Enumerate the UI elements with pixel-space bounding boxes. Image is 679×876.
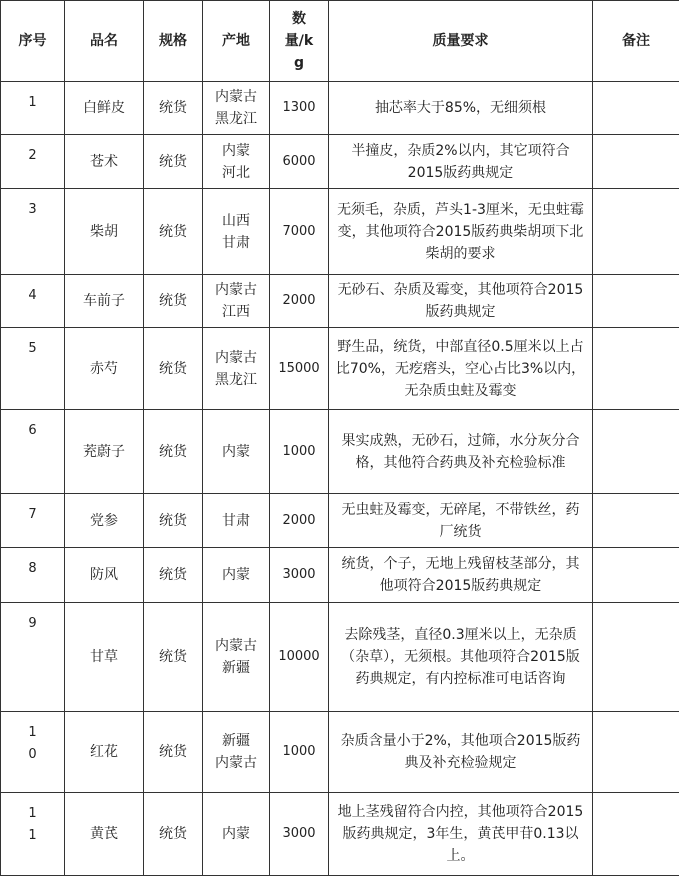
cell-name: 甘草 [65,603,144,712]
cell-name: 赤芍 [65,328,144,410]
cell-qty: 10000 [270,603,329,712]
cell-spec: 统货 [144,275,203,328]
cell-spec: 统货 [144,189,203,275]
cell-name: 黄芪 [65,793,144,876]
cell-remark [593,135,679,189]
cell-no [1,494,65,548]
cell-remark [593,82,679,135]
header-qty [270,1,329,82]
cell-no [1,712,65,793]
table-row [1,275,679,328]
cell-no [1,603,65,712]
cell-qty: 2000 [270,494,329,548]
header-row [1,1,679,82]
cell-remark [593,793,679,876]
cell-qty: 1300 [270,82,329,135]
cell-origin-line: 甘肃 [205,510,267,532]
cell-origin-line: 内蒙 [205,140,267,162]
header-remark: 备注 [593,1,679,82]
cell-origin [203,548,270,603]
cell-spec: 统货 [144,410,203,494]
cell-origin [203,82,270,135]
cell-no [1,135,65,189]
cell-origin-line: 山西 [205,210,267,232]
cell-spec: 统货 [144,793,203,876]
cell-no-line: 5 [3,338,62,360]
cell-origin-line: 内蒙古 [205,279,267,301]
cell-origin-line: 江西 [205,301,267,323]
header-origin: 产地 [203,1,270,82]
cell-spec: 统货 [144,135,203,189]
cell-name: 车前子 [65,275,144,328]
cell-spec: 统货 [144,548,203,603]
table-row [1,494,679,548]
cell-remark [593,328,679,410]
cell-qty: 3000 [270,548,329,603]
cell-requirement: 无须毛，杂质，芦头1-3厘米，无虫蛀霉变，其他项符合2015版药典柴胡项下北柴胡的要求 [329,189,593,275]
cell-origin [203,793,270,876]
cell-spec: 统货 [144,494,203,548]
cell-origin-line: 内蒙古 [205,752,267,774]
cell-no [1,793,65,876]
cell-spec: 统货 [144,603,203,712]
cell-name: 白鲜皮 [65,82,144,135]
cell-no-line: 1 [3,825,62,847]
cell-no-line: 1 [3,92,62,114]
header-qty-line: 数 [272,8,326,30]
cell-origin-line: 黑龙江 [205,108,267,130]
cell-no [1,189,65,275]
cell-origin [203,189,270,275]
cell-origin-line: 内蒙 [205,823,267,845]
cell-no [1,410,65,494]
cell-requirement: 地上茎残留符合内控，其他项符合2015版药典规定，3年生，黄芪甲苷0.13以上。 [329,793,593,876]
cell-no-line: 2 [3,145,62,167]
cell-name: 柴胡 [65,189,144,275]
cell-remark [593,603,679,712]
cell-origin [203,603,270,712]
cell-remark [593,275,679,328]
cell-remark [593,548,679,603]
cell-requirement: 无虫蛀及霉变，无碎尾，不带铁丝，药厂统货 [329,494,593,548]
cell-origin [203,712,270,793]
cell-no-line: 1 [3,722,62,744]
cell-origin-line: 河北 [205,162,267,184]
cell-no [1,548,65,603]
table-row [1,189,679,275]
cell-no-line: 8 [3,558,62,580]
table-row [1,135,679,189]
cell-spec: 统货 [144,82,203,135]
cell-qty: 3000 [270,793,329,876]
cell-origin [203,135,270,189]
table-row [1,603,679,712]
cell-remark [593,410,679,494]
cell-requirement: 统货，个子，无地上残留枝茎部分，其他项符合2015版药典规定 [329,548,593,603]
cell-requirement: 杂质含量小于2%，其他项合2015版药典及补充检验规定 [329,712,593,793]
header-qty-line: 量/k [272,30,326,52]
cell-qty: 7000 [270,189,329,275]
cell-no-line: 6 [3,420,62,442]
cell-origin [203,494,270,548]
cell-qty: 2000 [270,275,329,328]
header-no: 序号 [1,1,65,82]
cell-remark [593,189,679,275]
cell-origin-line: 新疆 [205,730,267,752]
cell-remark [593,712,679,793]
cell-origin-line: 内蒙古 [205,635,267,657]
header-requirement: 质量要求 [329,1,593,82]
cell-origin-line: 内蒙古 [205,347,267,369]
table-row [1,82,679,135]
cell-origin-line: 内蒙古 [205,86,267,108]
cell-name: 党参 [65,494,144,548]
header-qty-line: g [272,52,326,74]
cell-no [1,82,65,135]
cell-no-line: 4 [3,285,62,307]
cell-qty: 15000 [270,328,329,410]
cell-no-line: 3 [3,199,62,221]
table-row [1,793,679,876]
cell-name: 防风 [65,548,144,603]
cell-origin-line: 内蒙 [205,441,267,463]
cell-spec: 统货 [144,712,203,793]
cell-no-line: 1 [3,803,62,825]
cell-requirement: 半撞皮，杂质2%以内，其它项符合2015版药典规定 [329,135,593,189]
cell-qty: 6000 [270,135,329,189]
cell-no-line: 0 [3,744,62,766]
cell-requirement: 野生品，统货，中部直径0.5厘米以上占比70%，无疙瘩头，空心占比3%以内，无杂质虫蛀及霉变 [329,328,593,410]
cell-spec: 统货 [144,328,203,410]
table-row [1,712,679,793]
cell-no [1,275,65,328]
cell-origin-line: 黑龙江 [205,369,267,391]
cell-name: 茺蔚子 [65,410,144,494]
cell-no [1,328,65,410]
cell-qty: 1000 [270,712,329,793]
cell-name: 苍术 [65,135,144,189]
header-spec: 规格 [144,1,203,82]
cell-qty: 1000 [270,410,329,494]
cell-origin-line: 新疆 [205,657,267,679]
cell-origin [203,275,270,328]
table-row [1,548,679,603]
cell-remark [593,494,679,548]
cell-origin [203,410,270,494]
cell-no-line: 7 [3,504,62,526]
cell-no-line: 9 [3,613,62,635]
table-row [1,410,679,494]
header-name: 品名 [65,1,144,82]
cell-requirement: 无砂石、杂质及霉变，其他项符合2015版药典规定 [329,275,593,328]
cell-origin-line: 内蒙 [205,564,267,586]
cell-origin [203,328,270,410]
cell-requirement: 去除残茎，直径0.3厘米以上，无杂质（杂草），无须根。其他项符合2015版药典规定，有内控标准可电话咨询 [329,603,593,712]
table-row [1,328,679,410]
cell-origin-line: 甘肃 [205,232,267,254]
cell-requirement: 抽芯率大于85%，无细须根 [329,82,593,135]
cell-requirement: 果实成熟，无砂石，过筛，水分灰分合格，其他符合药典及补充检验标准 [329,410,593,494]
cell-name: 红花 [65,712,144,793]
